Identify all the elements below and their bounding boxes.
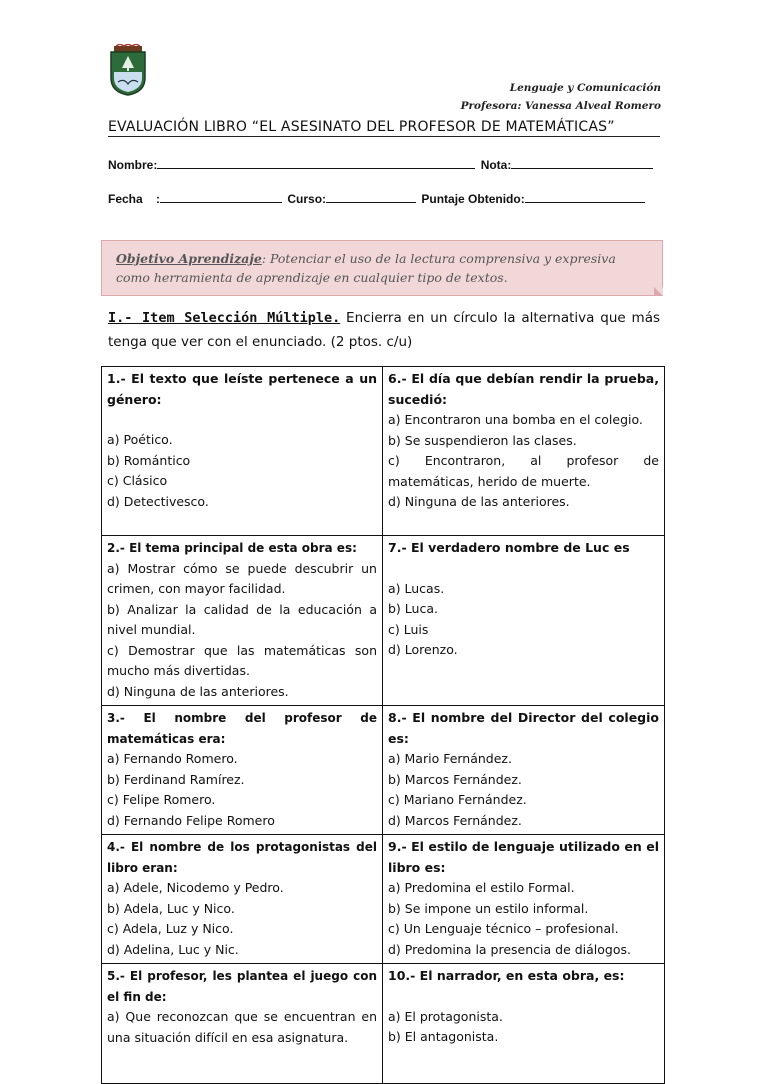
option[interactable]: c) Un Lenguaje técnico – profesional. (388, 921, 619, 936)
score-label: Puntaje Obtenido: (421, 192, 525, 206)
course-input-line[interactable] (326, 190, 416, 203)
question-text: 2.- El tema principal de esta obra es: (107, 541, 357, 555)
option[interactable]: d) Fernando Felipe Romero (107, 812, 275, 828)
option[interactable]: b) Romántico (107, 452, 191, 468)
question-text: 10.- El narrador, en esta obra, es: (388, 968, 625, 983)
option[interactable]: c) Adela, Luz y Nico. (107, 921, 234, 936)
grade-label: Nota: (480, 158, 512, 172)
question-cell-2 (102, 536, 383, 706)
option[interactable]: d) Ninguna de las anteriores. (388, 494, 570, 509)
question-text: 1.- El texto que leíste pertenece a un género: (107, 371, 377, 407)
question-text: 7.- El verdadero nombre de Luc es (388, 540, 630, 555)
table-row (102, 536, 665, 706)
page-title: EVALUACIÓN LIBRO “EL ASESINATO DEL PROFESOR DE MATEMÁTICAS” (108, 118, 660, 137)
option[interactable]: d) Detectivesco. (107, 493, 209, 509)
grade-input-line[interactable] (511, 156, 653, 169)
option[interactable]: a) Predomina el estilo Formal. (388, 880, 575, 895)
option[interactable]: b) Luca. (388, 601, 438, 616)
option[interactable]: a) Encontraron una bomba en el colegio. (388, 412, 643, 427)
score-input-line[interactable] (525, 190, 645, 203)
option[interactable]: c) Encontraron, al profesor de matemáticas, herido de muerte. (388, 453, 659, 489)
option[interactable]: a) Mario Fernández. (388, 751, 512, 766)
course-label: Curso: (287, 192, 327, 206)
table-row (102, 367, 665, 536)
option[interactable]: d) Adelina, Luc y Nic. (107, 941, 239, 957)
question-text: 8.- El nombre del Director del colegio es: (388, 710, 659, 746)
question-cell-1 (102, 367, 383, 536)
subject-label: Lenguaje y Comunicación (509, 82, 661, 94)
name-input-line[interactable] (157, 156, 475, 169)
option[interactable]: c) Mariano Fernández. (388, 792, 527, 807)
question-text: 5.- El profesor, les plantea el juego con el fin de: (107, 969, 377, 1004)
question-cell-4 (102, 835, 383, 964)
name-label: Nombre: (108, 158, 158, 172)
option[interactable]: b) El antagonista. (388, 1029, 499, 1044)
option[interactable]: b) Adela, Luc y Nico. (107, 900, 235, 916)
section-title: I.- Item Selección Múltiple. (108, 310, 341, 326)
option[interactable]: d) Marcos Fernández. (388, 812, 522, 828)
date-input-line[interactable] (160, 190, 282, 203)
option[interactable]: b) Marcos Fernández. (388, 771, 522, 787)
option[interactable]: c) Demostrar que las matemáticas son mucho más divertidas. (107, 642, 377, 678)
table-row (102, 706, 665, 835)
question-cell-7 (383, 536, 665, 706)
question-text: 6.- El día que debían rendir la prueba, sucedió: (388, 371, 659, 407)
objective-text: : Potenciar el uso de la lectura comprensiva y expresiva como herramienta de aprendizaje en cualquier tipo de textos. (116, 251, 616, 285)
option[interactable]: c) Clásico (107, 473, 168, 488)
date-label: Fecha : (108, 192, 161, 206)
option[interactable]: a) Mostrar cómo se puede descubrir un crimen, con mayor facilidad. (107, 560, 377, 596)
name-grade-row (108, 156, 653, 172)
option[interactable]: c) Luis (388, 621, 429, 637)
table-row (102, 835, 665, 964)
school-crest-logo (108, 44, 148, 96)
date-course-score-row (108, 190, 645, 206)
option[interactable]: d) Lorenzo. (388, 642, 458, 657)
option[interactable]: b) Se suspendieron las clases. (388, 432, 577, 448)
option[interactable]: a) Lucas. (388, 580, 445, 596)
option[interactable]: a) Adele, Nicodemo y Pedro. (107, 880, 284, 895)
option[interactable]: a) Fernando Romero. (107, 751, 238, 766)
learning-objective-box (101, 240, 663, 296)
option[interactable]: d) Predomina la presencia de diálogos. (388, 941, 631, 957)
questions-table (101, 366, 665, 1084)
teacher-label: Profesora: Vanessa Alveal Romero (460, 100, 661, 112)
question-cell-3 (102, 706, 383, 835)
section-instructions: Encierra en un círculo la alternativa que más tenga que ver con el enunciado. (2 ptos. c/u) (108, 310, 660, 350)
question-cell-8 (383, 706, 665, 835)
question-text: 4.- El nombre de los protagonistas del libro eran: (107, 840, 377, 875)
folded-corner-decoration (654, 287, 663, 296)
option[interactable]: d) Ninguna de las anteriores. (107, 683, 289, 699)
objective-label: Objetivo Aprendizaje (116, 251, 262, 266)
section-heading (108, 306, 660, 354)
option[interactable]: b) Se impone un estilo informal. (388, 900, 589, 916)
question-text: 3.- El nombre del profesor de matemáticas era: (107, 711, 377, 746)
option[interactable]: b) Ferdinand Ramírez. (107, 771, 245, 787)
option[interactable]: a) Poético. (107, 432, 173, 447)
option[interactable]: c) Felipe Romero. (107, 792, 216, 807)
option[interactable]: a) Que reconozcan que se encuentran en una situación difícil en esa asignatura. (107, 1009, 377, 1045)
option[interactable]: b) Analizar la calidad de la educación a nivel mundial. (107, 601, 377, 637)
question-cell-9 (383, 835, 665, 964)
question-cell-6 (383, 367, 665, 536)
option[interactable]: a) El protagonista. (388, 1008, 503, 1024)
question-text: 9.- El estilo de lenguaje utilizado en el libro es: (388, 839, 659, 875)
